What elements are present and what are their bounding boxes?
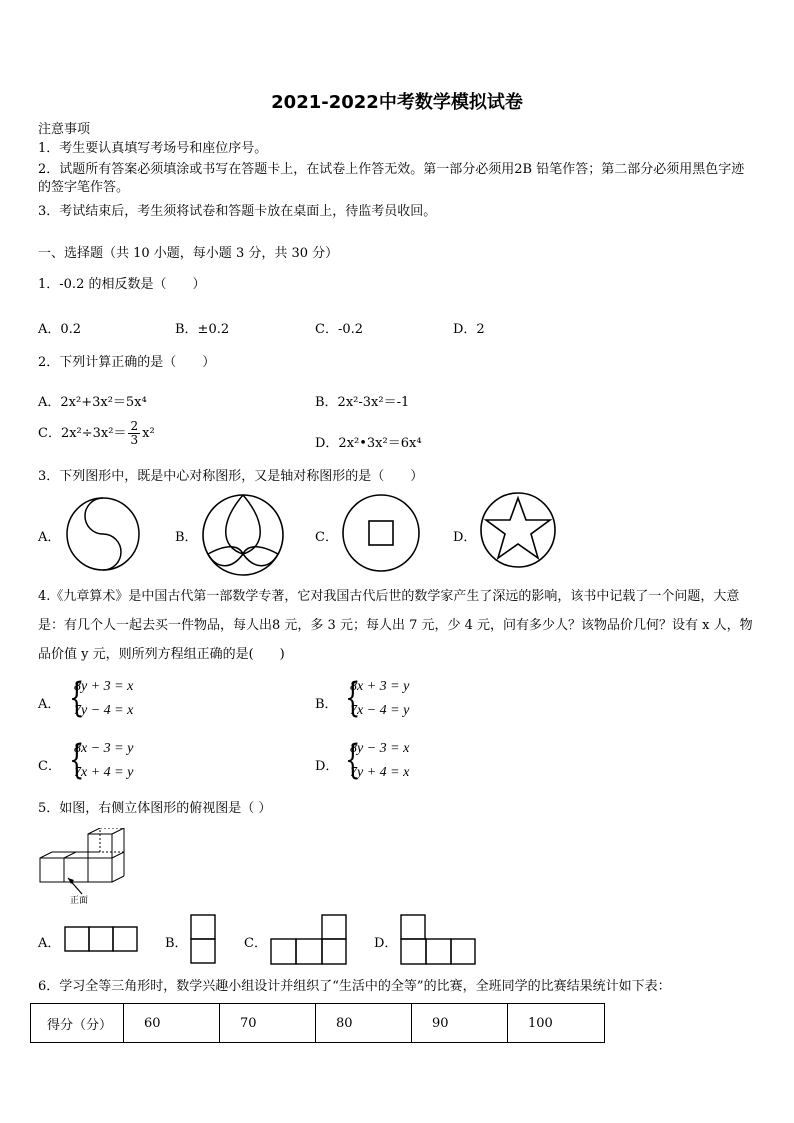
q1-option-a: A．0.2 <box>38 322 82 337</box>
q2-option-c-prefix: C．2x²÷3x²＝ <box>38 426 127 441</box>
q2-option-b: B．2x²-3x²＝-1 <box>315 395 410 410</box>
three-arc-circle-figure <box>200 492 286 578</box>
q3-label-c: C． <box>315 530 338 545</box>
q4-system-b <box>342 675 409 723</box>
q4-system-a <box>66 675 133 723</box>
q4-d-eq2: 7y + 4 = x <box>350 765 410 780</box>
q1-stem: 1．-0.2 的相反数是（ ） <box>38 277 206 292</box>
coin-square-figure <box>340 492 422 574</box>
q4-c-eq1: 8x − 3 = y <box>74 741 134 756</box>
q1-option-d: D．2 <box>453 322 485 337</box>
q4-label-b: B． <box>315 697 338 712</box>
q5-option-d-figure <box>400 914 478 966</box>
notice-item-2: 2．试题所有答案必须填涂或书写在答题卡上，在试卷上作答无效。第一部分必须用2B 铅笔作答；第二部分必须用黑色字迹的签字笔作答。 <box>38 162 745 195</box>
brace-icon: { <box>69 675 85 721</box>
q4-stem: 4.《九章算术》是中国古代第一部数学专著，它对我国古代后世的数学家产生了深远的影响，该书中记载了一个问题，大意是：有几个人一起去买一件物品，每人出8 元，多 3 元；每人出 7 元，少 4 元，问有多少人？该物品价几何？设有 x 人，物品价值 y 元，则所列方程组正确的是( ) <box>38 589 753 662</box>
q4-label-d: D． <box>315 759 339 774</box>
score-cell: 100 <box>508 1004 605 1043</box>
q4-label-c: C． <box>38 759 61 774</box>
q2-fraction <box>128 420 140 447</box>
q4-d-eq1: 8y − 3 = x <box>350 741 410 756</box>
q4-a-eq1: 8y + 3 = x <box>74 679 134 694</box>
notice-item-1: 1．考生要认真填写考场号和座位序号。 <box>38 141 268 156</box>
q1-option-b: B．±0.2 <box>175 322 230 337</box>
q4-label-a: A． <box>38 697 61 712</box>
q4-b-eq1: 8x + 3 = y <box>350 679 410 694</box>
q2-option-a: A．2x²+3x²＝5x⁴ <box>38 395 147 410</box>
score-cell: 90 <box>412 1004 508 1043</box>
q4-b-eq2: 7x − 4 = y <box>350 703 410 718</box>
score-cell: 80 <box>316 1004 412 1043</box>
front-view-label: 正面 <box>70 896 89 906</box>
q5-option-b-figure <box>190 914 218 966</box>
q4-c-eq2: 7x + 4 = y <box>74 765 134 780</box>
q2-option-d: D．2x²•3x²＝6x⁴ <box>315 436 422 451</box>
brace-icon: { <box>345 737 361 783</box>
q2-option-c-suffix: x² <box>142 426 155 441</box>
score-table <box>30 1003 605 1043</box>
q5-label-b: B． <box>165 936 188 951</box>
q4-a-eq2: 7y − 4 = x <box>74 703 134 718</box>
q5-stem: 5．如图，右侧立体图形的俯视图是（ ） <box>38 801 272 816</box>
star-circle-figure <box>478 490 558 570</box>
q4-system-d <box>342 737 409 785</box>
q5-option-a-figure <box>64 926 140 952</box>
table-row <box>31 1004 605 1043</box>
score-cell: 70 <box>220 1004 316 1043</box>
q5-label-a: A． <box>38 936 61 951</box>
q1-option-c: C．-0.2 <box>315 322 364 337</box>
q2-fraction-numerator: 2 <box>130 419 139 433</box>
q3-stem: 3．下列图形中，既是中心对称图形，又是轴对称图形的是（ ） <box>38 469 424 484</box>
q3-label-b: B． <box>175 530 198 545</box>
q5-option-c-figure <box>270 914 348 966</box>
q4-system-c <box>66 737 133 785</box>
yin-yang-figure <box>64 495 142 573</box>
q5-label-d: D． <box>374 936 398 951</box>
q2-fraction-denominator: 3 <box>130 433 139 447</box>
brace-icon: { <box>69 737 85 783</box>
q6-stem: 6．学习全等三角形时，数学兴趣小组设计并组织了“生活中的全等”的比赛，全班同学的比赛结果统计如下表： <box>38 979 671 994</box>
q2-option-c <box>38 420 155 447</box>
table-header-cell: 得分（分） <box>31 1004 124 1043</box>
q3-label-a: A． <box>38 530 61 545</box>
q5-label-c: C． <box>244 936 267 951</box>
notice-heading: 注意事项 <box>38 122 91 137</box>
section-heading: 一、选择题（共 10 小题，每小题 3 分，共 30 分） <box>38 246 339 261</box>
q2-stem: 2．下列计算正确的是（ ） <box>38 355 216 370</box>
q3-label-d: D． <box>453 530 477 545</box>
page-title: 2021-2022中考数学模拟试卷 <box>271 92 523 113</box>
notice-item-3: 3．考试结束后，考生须将试卷和答题卡放在桌面上，待监考员收回。 <box>38 204 437 219</box>
brace-icon: { <box>345 675 361 721</box>
score-cell: 60 <box>124 1004 220 1043</box>
